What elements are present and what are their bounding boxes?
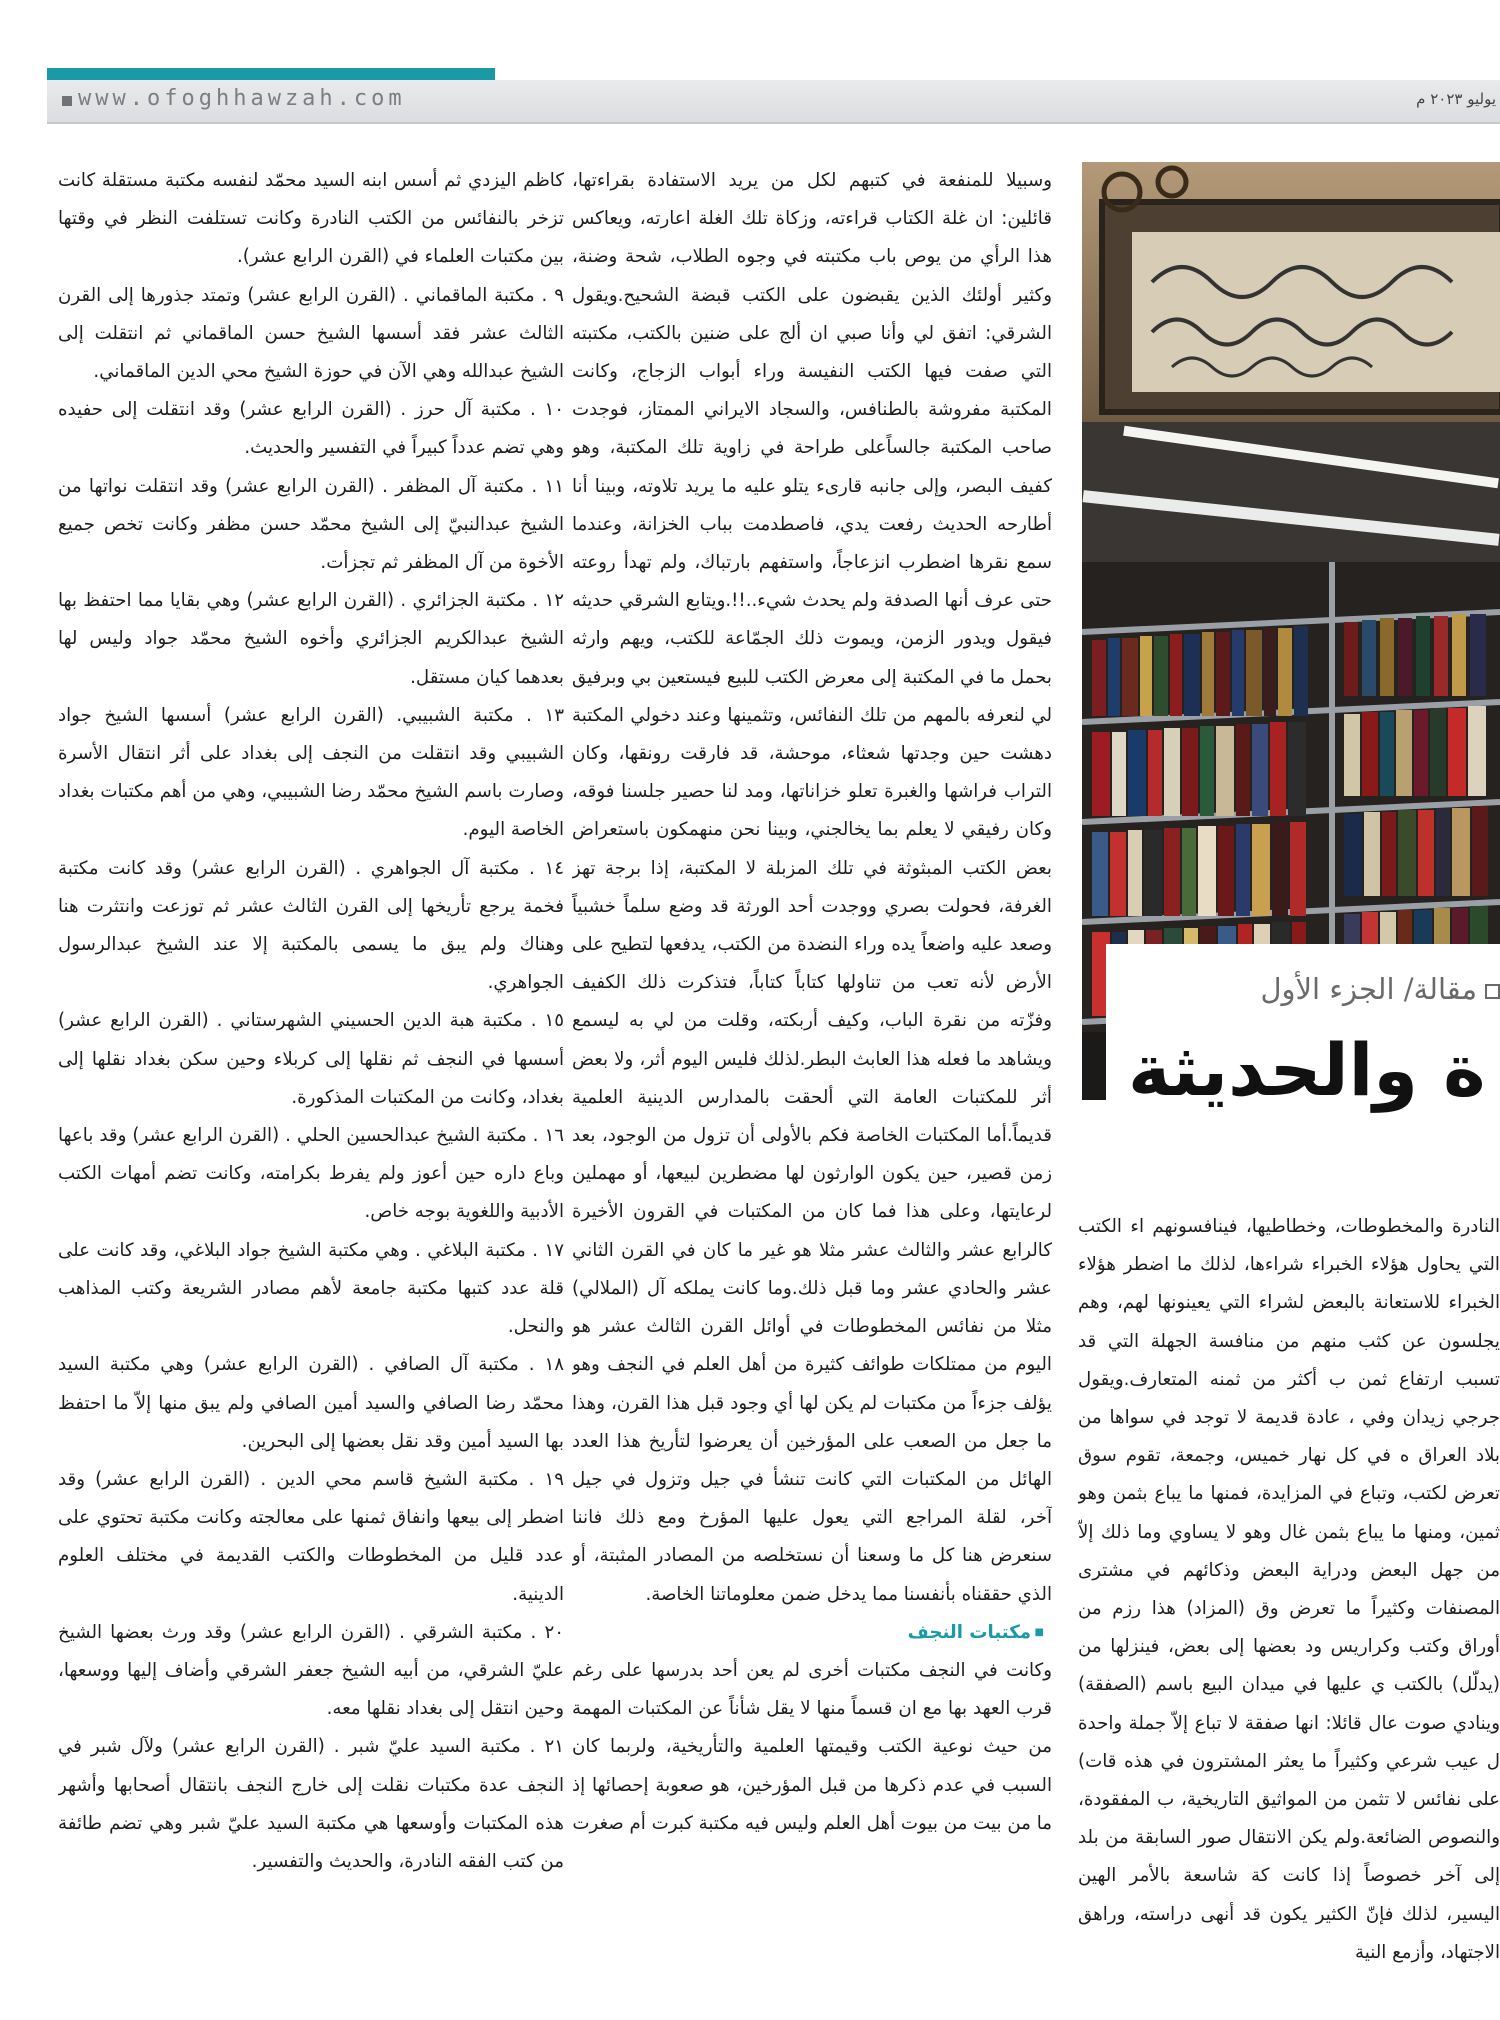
issue-date: يوليو ٢٠٢٣ م bbox=[1416, 90, 1496, 108]
text-column-left bbox=[58, 162, 564, 2012]
paragraph: وسبيلا للمنفعة في كتبهم لكل من يريد الاستفادة بقراءتها، قائلين: ان غلة الكتاب قراءته، وزكاة تلك الغلة اعارته، ويعاكس هذا الرأي من يوص باب مكتبته في وجوه الطلاب، شحة وضنة، وكثير أولئك الذين يقبضون على الكتب قبضة الشحيح.ويقول الشرقي: اتفق لي وأنا صبي ان ألج على ضنين بالكتب، مكتبته التي صفت فيها الكتب النفيسة وراء أبواب الزجاج، وكانت المكتبة مفروشة بالطنافس، والسجاد الايراني الممتاز، فوجدت صاحب المكتبة جالساًعلى طراحة في زاوية تلك المكتبة، وهو كفيف البصر، وإلى جانبه قارىء يتلو عليه ما يريد تلاوته، وبينا أنا أطارحه الحديث رفعت يدي، فاصطدمت بباب الخزانة، وعندما سمع نقرها اضطرب انزعاجاً، واستفهم بارتباك، ولم تهدأ روعته حتى عرف أنها الصدفة ولم يحدث شيء..!!.ويتابع الشرقي حديثه فيقول ويدور الزمن، ويموت ذلك الجمّاعة للكتب، ويهم وارثه بحمل ما في المكتبة إلى معرض الكتب للبيع فيستعين بي وبرفيق لي لنعرفه بالمهم من تلك النفائس، وتثمينها وعند دخولي المكتبة دهشت حين وجدتها شعثاء، موحشة، قد فارقت رونقها، وكان التراب فراشها والغبرة تعلو خزاناتها، ومد لنا حصير جلسنا فوقه، وكان رفيقي لا يعلم بما يخالجني، وبينا نحن منهمكون باستعراض بعض الكتب المبثوثة في تلك المزبلة لا المكتبة، إذا برجة تهز الغرفة، فحولت بصري ووجدت أحد الورثة قد وضع سلماً خشبياً وصعد عليه واضعاً يده وراء النضدة من الكتب، يدفعها لتطيح على الأرض لأنه تعب من تناولها كتاباً كتاباً، فتذكرت ذلك الكفيف وفزّته من نقرة الباب، وكيف أربكته، وقلت من لي به ليسمع ويشاهد ما فعله هذا العابث البطر.لذلك فليس اليوم أثر، ولا بعض أثر للمكتبات العامة التي ألحقت بالمدارس الدينية العلمية قديماً.أما المكتبات الخاصة فكم بالأولى أن تزول من الوجود، بعد زمن قصير، حين يكون الوارثون لها مضطرين لبيعها، أو مهملين لرعايتها، وعلى هذا فما كان من المكتبات في القرون الأخيرة كالرابع عشر والثالث عشر مثلا هو غير ما كان في القرن الثاني عشر والحادي عشر وما قبل ذلك.وما كانت يملكه آل (الملالي) مثلا من نفائس المخطوطات في أوائل القرن الثالث عشر هو اليوم من ممتلكات طوائف كثيرة من أهل العلم في النجف وهو يؤلف جزءاً من مكتبات لم يكن لها أي وجود قبل هذا القرن، وهذا ما جعل من الصعب على المؤرخين أن يعرضوا لتأريخ هذا العدد الهائل من المكتبات التي كانت تنشأ في جيل وتزول في جيل آخر، لقلة المراجع التي يعول عليها المؤرخ ومع ذلك فاننا سنعرض هنا كل ما وسعنا أن نستخلصه من المصادر المثبتة، أو الذي حققناه بأنفسنا مما يدخل ضمن معلوماتنا الخاصة. bbox=[572, 170, 1052, 1605]
list-item: ٢١ . مكتبة السيد عليّ شبر . (القرن الرابع عشر) ولآل شبر في النجف عدة مكتبات نقلت إلى خارج النجف بانتقال أصحابها وأشهر هذه المكتبات وأوسعها هي مكتبة السيد عليّ شبر وهي تضم طائفة من كتب الفقه النادرة، والحديث والتفسير. bbox=[58, 1736, 564, 1872]
list-item: ٢٠ . مكتبة الشرقي . (القرن الرابع عشر) وقد ورث بعضها الشيخ عليّ الشرقي، من أبيه الشيخ جعفر الشرقي وأضاف إليها ووسعها، وحين انتقل إلى بغداد نقلها معه. bbox=[58, 1621, 564, 1720]
list-item: ١٣ . مكتبة الشبيبي. (القرن الرابع عشر) أسسها الشيخ جواد الشبيبي وقد انتقلت من النجف إلى بغداد على أثر انتقال الأسرة وصارت باسم الشيخ محمّد رضا الشبيبي، وهي من أهم مكتبات بغداد الخاصة اليوم. bbox=[58, 704, 564, 841]
list-item: ١١ . مكتبة آل المظفر . (القرن الرابع عشر) وقد انتقلت نواتها من الشيخ عبدالنبيّ إلى الشيخ محمّد حسن مظفر وكانت تخص جميع الأخوة من آل المظفر ثم تجزأت. bbox=[58, 475, 564, 574]
text-column-middle bbox=[572, 162, 1052, 2012]
text-column-right bbox=[1078, 1208, 1500, 2018]
list-item: ١٠ . مكتبة آل حرز . (القرن الرابع عشر) وقد انتقلت إلى حفيده وهي تضم عدداً كبيراً في التفسير والحديث. bbox=[58, 399, 564, 459]
paragraph: النادرة والمخطوطات، وخطاطيها، فينافسونهم اء الكتب التي يحاول هؤلاء الخبراء شراءها، لذلك ما اضطر هؤلاء الخبراء للاستعانة بالبعض لشراء التي يعينونها لهم، وهم يجلسون عن كثب منهم من منافسة الجهلة التي قد تسبب ارتفاع ثمن ب أكثر من ثمنه المتعارف.ويقول جرجي زيدان وفي ، عادة قديمة لا توجد في سواها من بلاد العراق ه في كل نهار خميس، وجمعة، تقوم سوق تعرض لكتب، وتباع في المزايدة، فمنها ما يباع بثمن وهو ثمين، ومنها ما يباع بثمن غال وهو لا يساوي وما ذلك إلاّ من جهل البعض ودراية البعض وذكائهم في مشترى المصنفات وكثيراً ما تعرض وق (المزاد) هذا رزم من أوراق وكتب وكراريس ود بعضها إلى بعض، فينزلها من (يدلّل) بالكتب ي عليها في ميدان البيع باسم (الصفقة) وينادي صوت عال قائلا: انها صفقة لا تباع إلاّ جملة واحدة ل عيب شرعي وكثيراً ما يعثر المشترون في هذه قات) على نفائس لا تثمن من المواثيق التاريخية، ب المفقودة، والنصوص الضائعة.ولم يكن الانتقال صور السابقة من بلد إلى آخر خصوصاً إذا كانت كة شاسعة بالأمر الهين اليسير، لذلك فإنّ الكثير يكون قد أنهى دراسته، وراهق الاجتهاد، وأزمع النية bbox=[1078, 1216, 1500, 1963]
list-item: ١٥ . مكتبة هبة الدين الحسيني الشهرستاني . (القرن الرابع عشر) أسسها في النجف ثم نقلها إلى كربلاء وحين سكن بغداد نقلها إلى بغداد، وكانت من المكتبات المذكورة. bbox=[58, 1010, 564, 1108]
section-heading: ■ مكتبات النجف bbox=[572, 1614, 1052, 1652]
paragraph: وكانت في النجف مكتبات أخرى لم يعن أحد بدرسها على رغم قرب العهد بها مع ان قسماً منها لا يقل شأناً عن المكتبات المهمة من حيث نوعية الكتب وقيمتها العلمية والتأريخية، ولربما كان السبب في عدم ذكرها من قبل المؤرخين، هو صعوبة إحصائها إذ ما من بيت من بيوت أهل العلم وليس فيه مكتبة كبرت أم صغرت bbox=[572, 1660, 1052, 1834]
list-item: ١٩ . مكتبة الشيخ قاسم محي الدين . (القرن الرابع عشر) وقد اضطر إلى بيعها وانفاق ثمنها على معالجته وكانت مكتبة تحتوي على عدد قليل من المخطوطات والكتب القديمة في مختلف العلوم الدينية. bbox=[58, 1468, 564, 1605]
list-item: ١٤ . مكتبة آل الجواهري . (القرن الرابع عشر) وقد كانت مكتبة فخمة يرجع تأريخها إلى القرن الثالث عشر ثم توزعت وانتثرت هنا وهناك ولم يبق ما يسمى بالمكتبة إلا عند الشيخ عبدالرسول الجواهري. bbox=[58, 857, 564, 994]
list-item: ١٢ . مكتبة الجزائري . (القرن الرابع عشر) وهي بقايا مما احتفظ بها الشيخ عبدالكريم الجزائري وأخوه الشيخ محمّد جواد وليس لها بعدهما كيان مستقل. bbox=[58, 590, 564, 688]
article-headline: ة والحديثة bbox=[1128, 1028, 1486, 1112]
header-accent-bar bbox=[47, 68, 495, 80]
article-kicker-text: مقالة/ الجزء الأول bbox=[1260, 972, 1477, 1006]
list-item: ١٧ . مكتبة البلاغي . وهي مكتبة الشيخ جواد البلاغي، وقد كانت على قلة عدد كتبها مكتبة جامعة لأهم مصادر الشريعة وكتب المذاهب والنحل. bbox=[58, 1239, 564, 1338]
square-bullet-icon bbox=[1485, 984, 1500, 999]
square-bullet-icon bbox=[62, 96, 72, 106]
article-kicker bbox=[1120, 972, 1500, 1006]
list-item: ٩ . مكتبة الماقماني . (القرن الرابع عشر) وتمتد جذورها إلى القرن الثالث عشر فقد أسسها الشيخ حسن الماقماني ثم انتقلت إلى الشيخ عبدالله وهي الآن في حوزة الشيخ محي الدين الماقماني. bbox=[58, 284, 564, 383]
list-item: ١٨ . مكتبة آل الصافي . (القرن الرابع عشر) وهي مكتبة السيد محمّد رضا الصافي والسيد أمين الصافي ولم يبق منها إلاّ ما احتفظ بها السيد أمين وقد نقل بعضها إلى البحرين. bbox=[58, 1354, 564, 1452]
paragraph: كاظم اليزدي ثم أسس ابنه السيد محمّد لنفسه مكتبة مستقلة كانت تزخر بالنفائس من الكتب النادرة وكانت تستلفت النظر في وقتها بين مكتبات العلماء في (القرن الرابع عشر). bbox=[58, 170, 564, 268]
site-url[interactable]: www.ofoghhawzah.com bbox=[78, 86, 406, 111]
list-item: ١٦ . مكتبة الشيخ عبدالحسين الحلي . (القرن الرابع عشر) وقد باعها وباع داره حين أعوز ولم يفرط بكرامته، وكانت تضم أمهات الكتب الأدبية واللغوية بوجه خاص. bbox=[58, 1125, 564, 1223]
article-title-box bbox=[1106, 944, 1500, 1128]
